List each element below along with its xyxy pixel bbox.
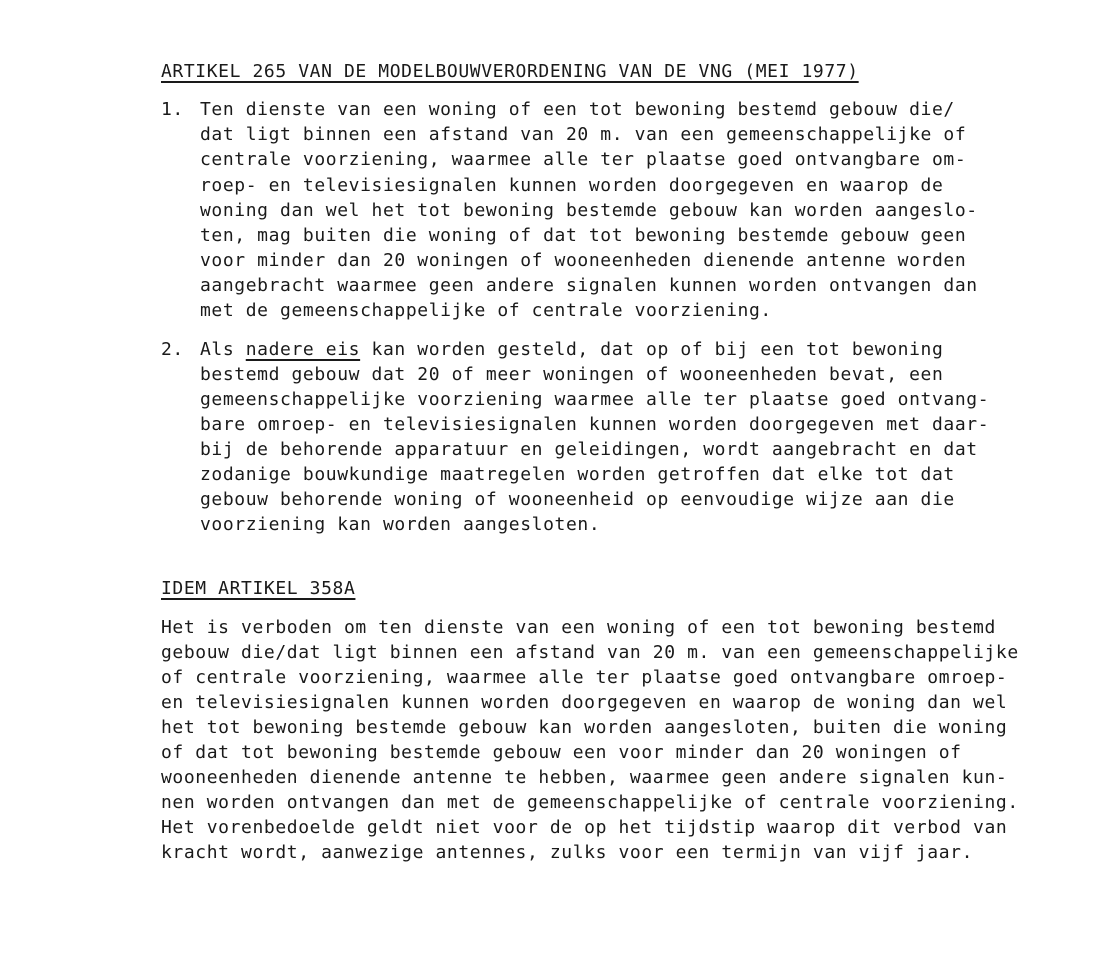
section2-heading: IDEM ARTIKEL 358A xyxy=(161,578,356,599)
item1-line: Ten dienste van een woning of een tot bewoning bestemd gebouw die/ xyxy=(200,99,955,120)
item2-line: zodanige bouwkundige maatregelen worden getroffen dat elke tot dat xyxy=(200,464,955,485)
item2-line-first xyxy=(200,337,943,362)
item2-line: bare omroep- en televisiesignalen kunnen worden doorgegeven met daar- xyxy=(200,414,990,435)
section2-line: Het vorenbedoelde geldt niet voor de op het tijdstip waarop dit verbod van xyxy=(161,817,1008,838)
section2-line: kracht wordt, aanwezige antennes, zulks voor een termijn van vijf jaar. xyxy=(161,842,974,863)
item2-line: gemeenschappelijke voorziening waarmee alle ter plaatse goed ontvang- xyxy=(200,389,990,410)
item1-line: centrale voorziening, waarmee alle ter plaatse goed ontvangbare om- xyxy=(200,149,967,170)
section2-line: wooneenheden dienende antenne te hebben, waarmee geen andere signalen kun- xyxy=(161,767,1008,788)
item1-line: aangebracht waarmee geen andere signalen kunnen worden ontvangen dan xyxy=(200,275,978,296)
item1-line: voor minder dan 20 woningen of wooneenheden dienende antenne worden xyxy=(200,250,967,271)
item1-line: woning dan wel het tot bewoning bestemde gebouw kan worden aangeslo- xyxy=(200,200,978,221)
item2-number: 2. xyxy=(161,339,184,360)
item1-line: dat ligt binnen een afstand van 20 m. van een gemeenschappelijke of xyxy=(200,124,967,145)
item2-line: gebouw behorende woning of wooneenheid op eenvoudige wijze aan die xyxy=(200,489,955,510)
section2-line: Het is verboden om ten dienste van een woning of een tot bewoning bestemd xyxy=(161,617,996,638)
item1-line: met de gemeenschappelijke of centrale voorziening. xyxy=(200,300,772,321)
section2-line: en televisiesignalen kunnen worden doorgegeven en waarop de woning dan wel xyxy=(161,692,1008,713)
item2-line: bestemd gebouw dat 20 of meer woningen of wooneenheden bevat, een xyxy=(200,364,944,385)
section2-line: nen worden ontvangen dan met de gemeenschappelijke of centrale voorziening. xyxy=(161,792,1019,813)
item2-line: voorziening kan worden aangesloten. xyxy=(200,514,601,535)
item1-line: ten, mag buiten die woning of dat tot bewoning bestemde gebouw geen xyxy=(200,225,967,246)
item1-line: roep- en televisiesignalen kunnen worden doorgegeven en waarop de xyxy=(200,175,944,196)
item2-text-post: kan worden gesteld, dat op of bij een tot bewoning xyxy=(360,339,944,360)
section2-line: het tot bewoning bestemde gebouw kan worden aangesloten, buiten die woning xyxy=(161,717,1008,738)
section2-line: of centrale voorziening, waarmee alle ter plaatse goed ontvangbare omroep- xyxy=(161,667,1008,688)
item1-number: 1. xyxy=(161,99,184,120)
item2-line: bij de behorende apparatuur en geleidingen, wordt aangebracht en dat xyxy=(200,439,978,460)
section1-heading: ARTIKEL 265 VAN DE MODELBOUWVERORDENING VAN DE VNG (MEI 1977) xyxy=(161,61,859,82)
nadere-eis-underlined: nadere eis xyxy=(245,339,361,360)
section2-line: gebouw die/dat ligt binnen een afstand van 20 m. van een gemeenschappelijke xyxy=(161,642,1019,663)
item2-text-pre: Als xyxy=(200,339,246,360)
section2-line: of dat tot bewoning bestemde gebouw een voor minder dan 20 woningen of xyxy=(161,742,962,763)
